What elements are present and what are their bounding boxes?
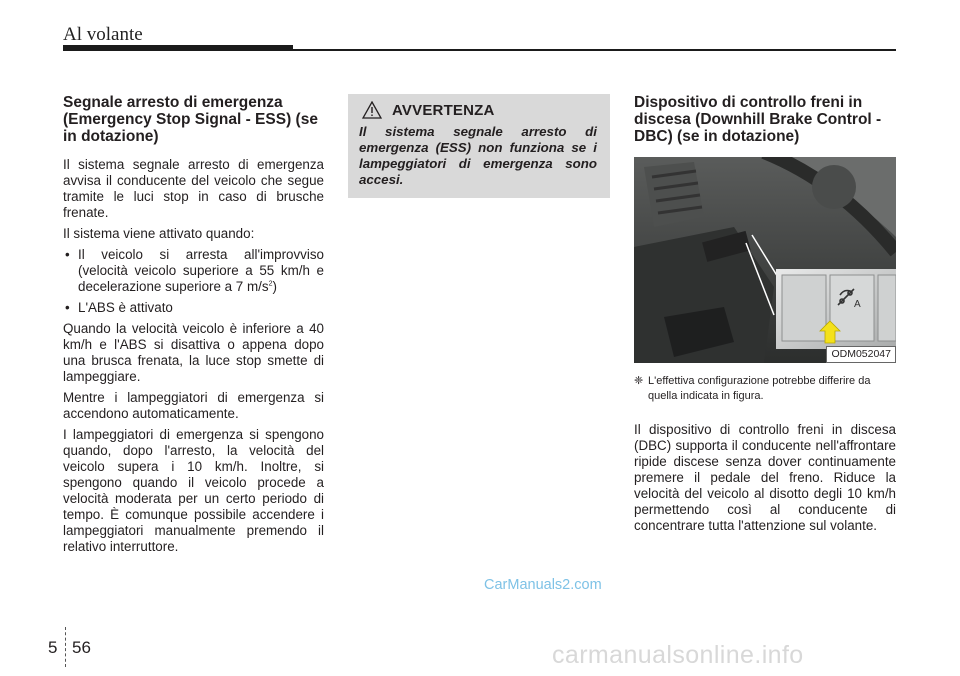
page-divider — [65, 627, 66, 667]
dbc-figure — [634, 157, 896, 363]
ess-condition-1-exponent: 2 — [268, 280, 273, 288]
warning-body: Il sistema segnale arresto di emergenza (ESS) non funziona se i lampeggiatori di emergenza sono accesi. — [359, 124, 597, 187]
footer-site-watermark: carmanualsonline.info — [552, 641, 804, 669]
header-rule-thin — [293, 49, 896, 51]
ess-condition-2: • L'ABS è attivato — [63, 300, 324, 316]
note-text: L'effettiva configurazione potrebbe differire da quella indicata in figura. — [648, 375, 871, 402]
warning-header — [359, 94, 597, 124]
ess-paragraph-4: Mentre i lampeggiatori di emergenza si accendono automaticamente. — [63, 390, 324, 421]
warning-triangle-icon — [362, 101, 382, 119]
warning-column — [348, 94, 610, 198]
dbc-body: Il dispositivo di controllo freni in discesa (DBC) supporta il conducente nell'affrontare ripide discese senza dover continuamente premere il pedale del freno. Riduce la velocità del veicolo al disotto degli 10 km/h permettendo così al conducente di concentrare tutta l'attenzione sul volante. — [634, 422, 896, 533]
ess-condition-1-close: ) — [272, 279, 277, 294]
ess-condition-1 — [63, 247, 324, 295]
ess-section — [63, 94, 324, 560]
ess-conditions-list — [63, 247, 324, 316]
dbc-section — [634, 94, 896, 539]
figure-code: ODM052047 — [826, 346, 896, 363]
warning-box — [348, 94, 610, 198]
svg-text:A: A — [854, 299, 861, 310]
header-rule-thick — [63, 45, 293, 51]
ess-intro: Il sistema segnale arresto di emergenza avvisa il conducente del veicolo che segue tramite le luci stop in caso di brusche frenate. — [63, 157, 324, 220]
page-number: 56 — [72, 638, 91, 657]
ess-condition-1-text: Il veicolo si arresta all'improvviso (velocità veicolo superiore a 55 km/h e decelerazione superiore a 7 m/s — [78, 247, 324, 294]
chapter-number: 5 — [48, 638, 58, 657]
dbc-switch-illustration — [634, 157, 896, 363]
dbc-heading: Dispositivo di controllo freni in discesa (Downhill Brake Control -DBC) (se in dotazione) — [634, 94, 882, 145]
warning-title: AVVERTENZA — [392, 101, 495, 119]
ess-paragraph-3: Quando la velocità veicolo è inferiore a 40 km/h e l'ABS si disattiva o appena dopo una brusca frenata, la luce stop smette di lampeggiare. — [63, 321, 324, 384]
watermark-link[interactable]: CarManuals2.com — [484, 577, 602, 593]
figure-note — [634, 374, 896, 404]
ess-paragraph-5: I lampeggiatori di emergenza si spengono quando, dopo l'arresto, la velocità del veicolo supera i 10 km/h. Inoltre, si spengono quando il veicolo procede a velocità moderata per un certo periodo di tempo. È comunque possibile accendere i lampeggiatori manualmente premendo il relativo interruttore. — [63, 427, 324, 554]
ess-activation-intro: Il sistema viene attivato quando: — [63, 226, 255, 241]
note-symbol: ❈ — [634, 375, 644, 387]
ess-heading: Segnale arresto di emergenza (Emergency Stop Signal - ESS) (se in dotazione) — [63, 94, 318, 145]
chapter-title: Al volante — [63, 24, 143, 45]
